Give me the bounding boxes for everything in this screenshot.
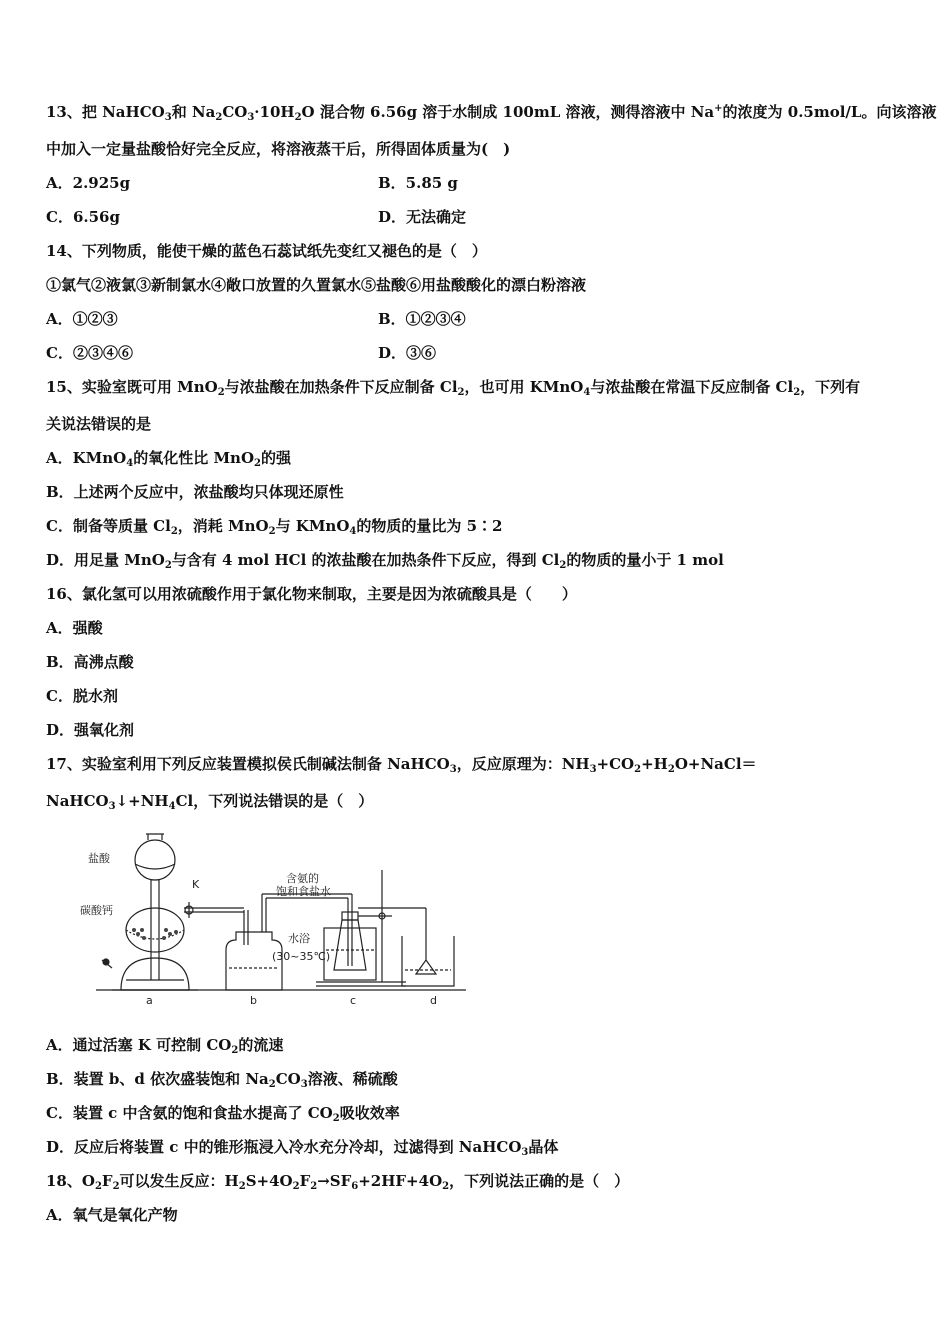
kipp-bottom-bulb: [121, 958, 189, 990]
q17-option-b: B．装置 b、d 依次盛装饱和 $Na_2CO_3$溶液、稀硫酸: [46, 1070, 398, 1090]
q15-stem-line1: 15、实验室既可用 MnO$_2$与浓盐酸在加热条件下反应制备 $Cl_2$，也可用 KMnO$_4$与浓盐酸在常温下反应制备 $Cl_2$，下列有: [46, 378, 861, 398]
q16-stem: 16、氯化氢可以用浓硫酸作用于氯化物来制取，主要是因为浓硫酸具是（ ）: [46, 585, 577, 603]
inverted-funnel-d: [416, 960, 436, 974]
beaker-d: [402, 936, 454, 986]
q17-stem-line2: $NaHCO_3↓+NH_4Cl$，下列说法错误的是（ ）: [46, 792, 374, 812]
q16-option-a: A．强酸: [46, 619, 103, 637]
label-hcl: 盐酸: [88, 852, 110, 865]
label-bath-2: (30~35℃): [272, 950, 331, 963]
q18-option-a: A．氧气是氧化产物: [46, 1206, 178, 1224]
q17-stem-line1: 17、实验室利用下列反应装置模拟侯氏制碱法制备 NaHCO$_3$，反应原理为：$NH_3+CO_2+H_2O+NaCl=$: [46, 755, 757, 775]
label-c: c: [350, 994, 357, 1007]
q18-stem: 18、$O_2F_2$可以发生反应：$H_2S+4O_2F_2\to SF_6+2HF+4O_2$，下列说法正确的是（ ）: [46, 1172, 630, 1192]
q17-option-a: A．通过活塞 K 可控制 $CO_2$的流速: [46, 1036, 284, 1056]
label-stopcock-k: K: [192, 878, 200, 891]
label-d: d: [430, 994, 437, 1007]
label-caco3: 碳酸钙: [80, 904, 113, 917]
q14-items: ①氯气②液氯③新制氯水④敞口放置的久置氯水⑤盐酸⑥用盐酸酸化的漂白粉溶液: [46, 276, 587, 294]
q14-option-d: D．③⑥: [378, 344, 437, 362]
label-ammonia-2: 饱和食盐水: [276, 885, 331, 898]
label-a: a: [146, 994, 153, 1007]
q13-option-a: A．2.925g: [46, 174, 131, 192]
q14-option-c: C．②③④⑥: [46, 344, 133, 362]
q14-option-a: A．①②③: [46, 310, 118, 328]
q15-stem-line2: 关说法错误的是: [46, 415, 152, 433]
label-bath-1: 水浴: [288, 932, 310, 945]
q17-option-d: D．反应后将装置 c 中的锥形瓶浸入冷水充分冷却，过滤得到 NaHCO$_3$晶体: [46, 1138, 559, 1158]
label-ammonia-1: 含氨的: [286, 872, 319, 885]
q16-option-b: B．高沸点酸: [46, 653, 134, 671]
kipp-top-bulb: [135, 840, 175, 880]
q13-stem-line2: 中加入一定量盐酸恰好完全反应，将溶液蒸干后，所得固体质量为( ): [46, 140, 511, 158]
q15-option-c: C．制备等质量 $Cl_2$，消耗 MnO$_2$与 KMnO$_4$的物质的量比为 5∶2: [46, 517, 503, 537]
q13-stem-line1: 13、把 NaHCO$_3$和 $Na_2CO_3\cdot 10H_2O$ 混合物 6.56g 溶于水制成 100mL 溶液，测得溶液中 Na+的浓度为 0.5mol/L。向该溶液: [46, 103, 937, 123]
q17-option-c: C．装置 c 中含氨的饱和食盐水提高了 $CO_2$吸收效率: [46, 1104, 400, 1124]
q15-option-b: B．上述两个反应中，浓盐酸均只体现还原性: [46, 483, 344, 501]
q13-option-c: C．6.56g: [46, 208, 120, 226]
q14-stem: 14、下列物质，能使干燥的蓝色石蕊试纸先变红又褪色的是（ ）: [46, 242, 487, 260]
q15-option-a: A．KMnO$_4$的氧化性比 MnO$_2$的强: [46, 449, 292, 469]
q16-option-d: D．强氧化剂: [46, 721, 135, 739]
label-b: b: [250, 994, 257, 1007]
q16-option-c: C．脱水剂: [46, 687, 118, 705]
q13-option-d: D．无法确定: [378, 208, 467, 226]
q15-option-d: D．用足量 MnO$_2$与含有 4 mol HCl 的浓盐酸在加热条件下反应，得到 $Cl_2$的物质的量小于 1 mol: [46, 551, 724, 571]
apparatus-diagram: [76, 830, 476, 1010]
kipp-top-liquid: [135, 864, 175, 869]
q13-option-b: B．5.85 g: [378, 174, 458, 192]
q14-option-b: B．①②③④: [378, 310, 466, 328]
water-bath-c: [324, 928, 376, 980]
